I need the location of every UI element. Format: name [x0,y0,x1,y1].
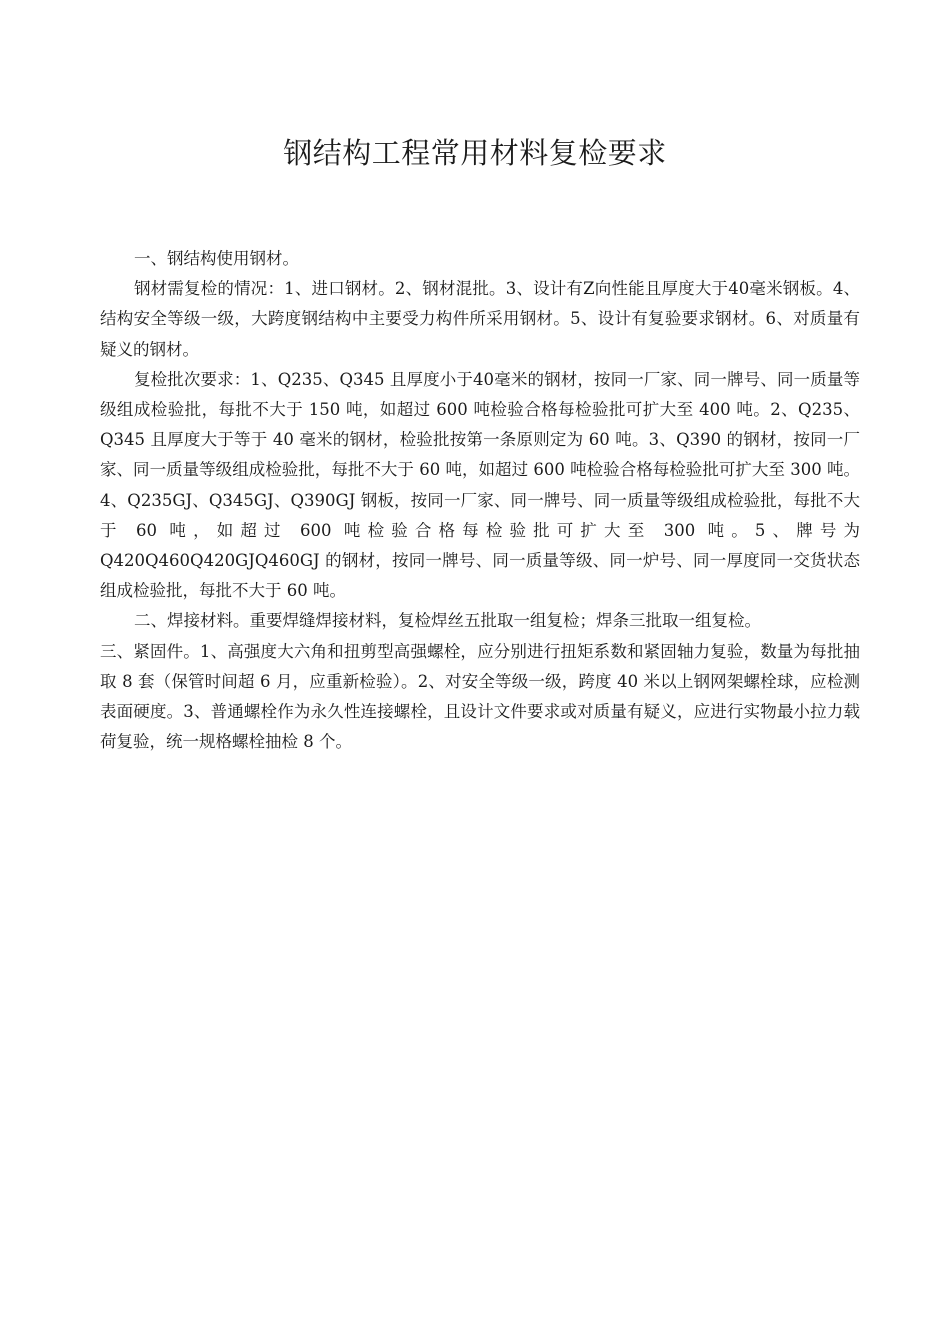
section-1-batch-requirements: 复检批次要求：1、Q235、Q345 且厚度小于40毫米的钢材，按同一厂家、同一牌号、同一质量等级组成检验批，每批不大于 150 吨，如超过 600 吨检验合格每检验批可扩大至 400 吨。2、Q235、Q345 且厚度大于等于 40 毫米的钢材，检验批按第一条原则定为 60 吨。3、Q390 的钢材，按同一厂家、同一质量等级组成检验批，每批不大于 60 吨，如超过 600 吨检验合格每检验批可扩大至 300 吨。4、Q235GJ、Q345GJ、Q390GJ 钢板，按同一厂家、同一牌号、同一质量等级组成检验批，每批不大于 60 吨，如超过 600 吨检验合格每检验批可扩大至 300 吨。5、牌号为 Q420Q460Q420GJQ460GJ 的钢材，按同一牌号、同一质量等级、同一炉号、同一厚度同一交货状态组成检验批，每批不大于 60 吨。 [100,369,860,601]
section-2-welding-materials: 二、焊接材料。重要焊缝焊接材料，复检焊丝五批取一组复检；焊条三批取一组复检。 [134,611,761,631]
section-1-recheck-cases: 钢材需复检的情况：1、进口钢材。2、钢材混批。3、设计有Z向性能且厚度大于40毫米钢板。4、结构安全等级一级，大跨度钢结构中主要受力构件所采用钢材。5、设计有复验要求钢材。6、对质量有疑义的钢材。 [100,279,860,359]
document-title: 钢结构工程常用材料复检要求 [283,136,667,170]
section-3-fasteners: 三、紧固件。1、高强度大六角和扭剪型高强螺栓，应分别进行扭矩系数和紧固轴力复验，数量为每批抽取 8 套（保管时间超 6 月，应重新检验）。2、对安全等级一级，跨度 40 米以上钢网架螺栓球，应检测表面硬度。3、普通螺栓作为永久性连接螺栓，且设计文件要求或对质量有疑义，应进行实物最小拉力载荷复验，统一规格螺栓抽检 8 个。 [100,641,860,752]
section-1-heading: 一、钢结构使用钢材。 [134,249,299,268]
document-body [100,244,860,757]
